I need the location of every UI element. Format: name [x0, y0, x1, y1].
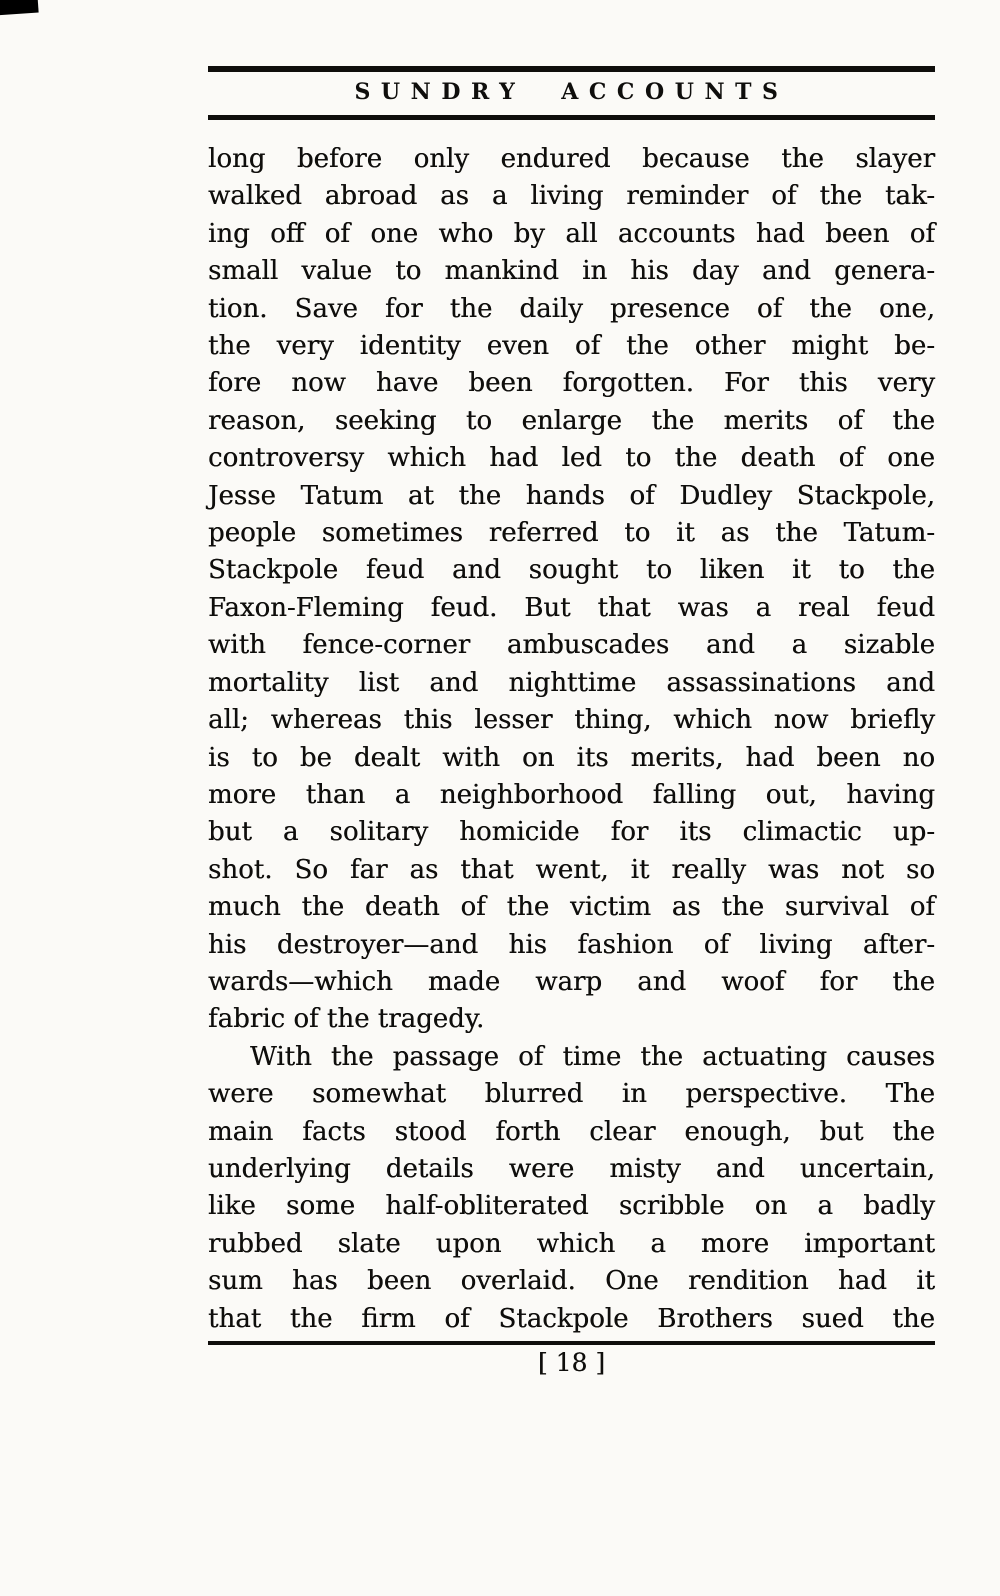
text-line: like some half-obliterated scribble on a badly [208, 1191, 935, 1222]
text-line: ing off of one who by all accounts had been of [208, 218, 935, 249]
scan-artifact [0, 0, 39, 16]
text-line: walked abroad as a living reminder of the tak- [208, 181, 935, 212]
text-line: with fence-corner ambuscades and a sizable [208, 630, 935, 661]
text-line: fore now have been forgotten. For this very [208, 368, 935, 399]
text-line: sum has been overlaid. One rendition had it [208, 1266, 935, 1297]
text-line: is to be dealt with on its merits, had been no [208, 742, 935, 773]
text-line: controversy which had led to the death of one [208, 443, 935, 474]
text-line: people sometimes referred to it as the Tatum- [208, 518, 935, 549]
text-line: With the passage of time the actuating causes [250, 1041, 935, 1072]
text-line: reason, seeking to enlarge the merits of the [208, 405, 935, 436]
text-line: underlying details were misty and uncertain, [208, 1153, 935, 1184]
text-line: were somewhat blurred in perspective. The [208, 1079, 935, 1110]
text-line: small value to mankind in his day and genera- [208, 256, 935, 287]
top-rule [208, 66, 935, 72]
text-line: rubbed slate upon which a more important [208, 1228, 935, 1259]
page-content [208, 0, 935, 1596]
text-line: the very identity even of the other might be- [208, 331, 935, 362]
header-rule [208, 115, 935, 120]
text-line: mortality list and nighttime assassinations and [208, 667, 935, 698]
text-line: main facts stood forth clear enough, but the [208, 1116, 935, 1147]
text-line: wards—which made warp and woof for the [208, 966, 935, 997]
text-line: Stackpole feud and sought to liken it to the [208, 555, 935, 586]
text-line: Faxon-Fleming feud. But that was a real feud [208, 592, 935, 623]
footer-rule [208, 1341, 935, 1345]
text-line: that the firm of Stackpole Brothers sued the [208, 1303, 935, 1334]
text-line: his destroyer—and his fashion of living after- [208, 929, 935, 960]
text-line: but a solitary homicide for its climactic up- [208, 817, 935, 848]
text-line: tion. Save for the daily presence of the one, [208, 293, 935, 324]
body-text [208, 141, 935, 1338]
text-line: long before only endured because the slayer [208, 144, 935, 174]
page-number: [ 18 ] [537, 1348, 606, 1377]
running-header: SUNDRY ACCOUNTS [354, 79, 789, 105]
text-line: more than a neighborhood falling out, having [208, 779, 935, 810]
text-line: all; whereas this lesser thing, which now briefly [208, 705, 935, 736]
text-line: fabric of the tragedy. [208, 1004, 485, 1035]
text-line: much the death of the victim as the survival of [208, 892, 935, 923]
text-line: Jesse Tatum at the hands of Dudley Stackpole, [208, 480, 935, 511]
text-line: shot. So far as that went, it really was not so [208, 854, 935, 885]
